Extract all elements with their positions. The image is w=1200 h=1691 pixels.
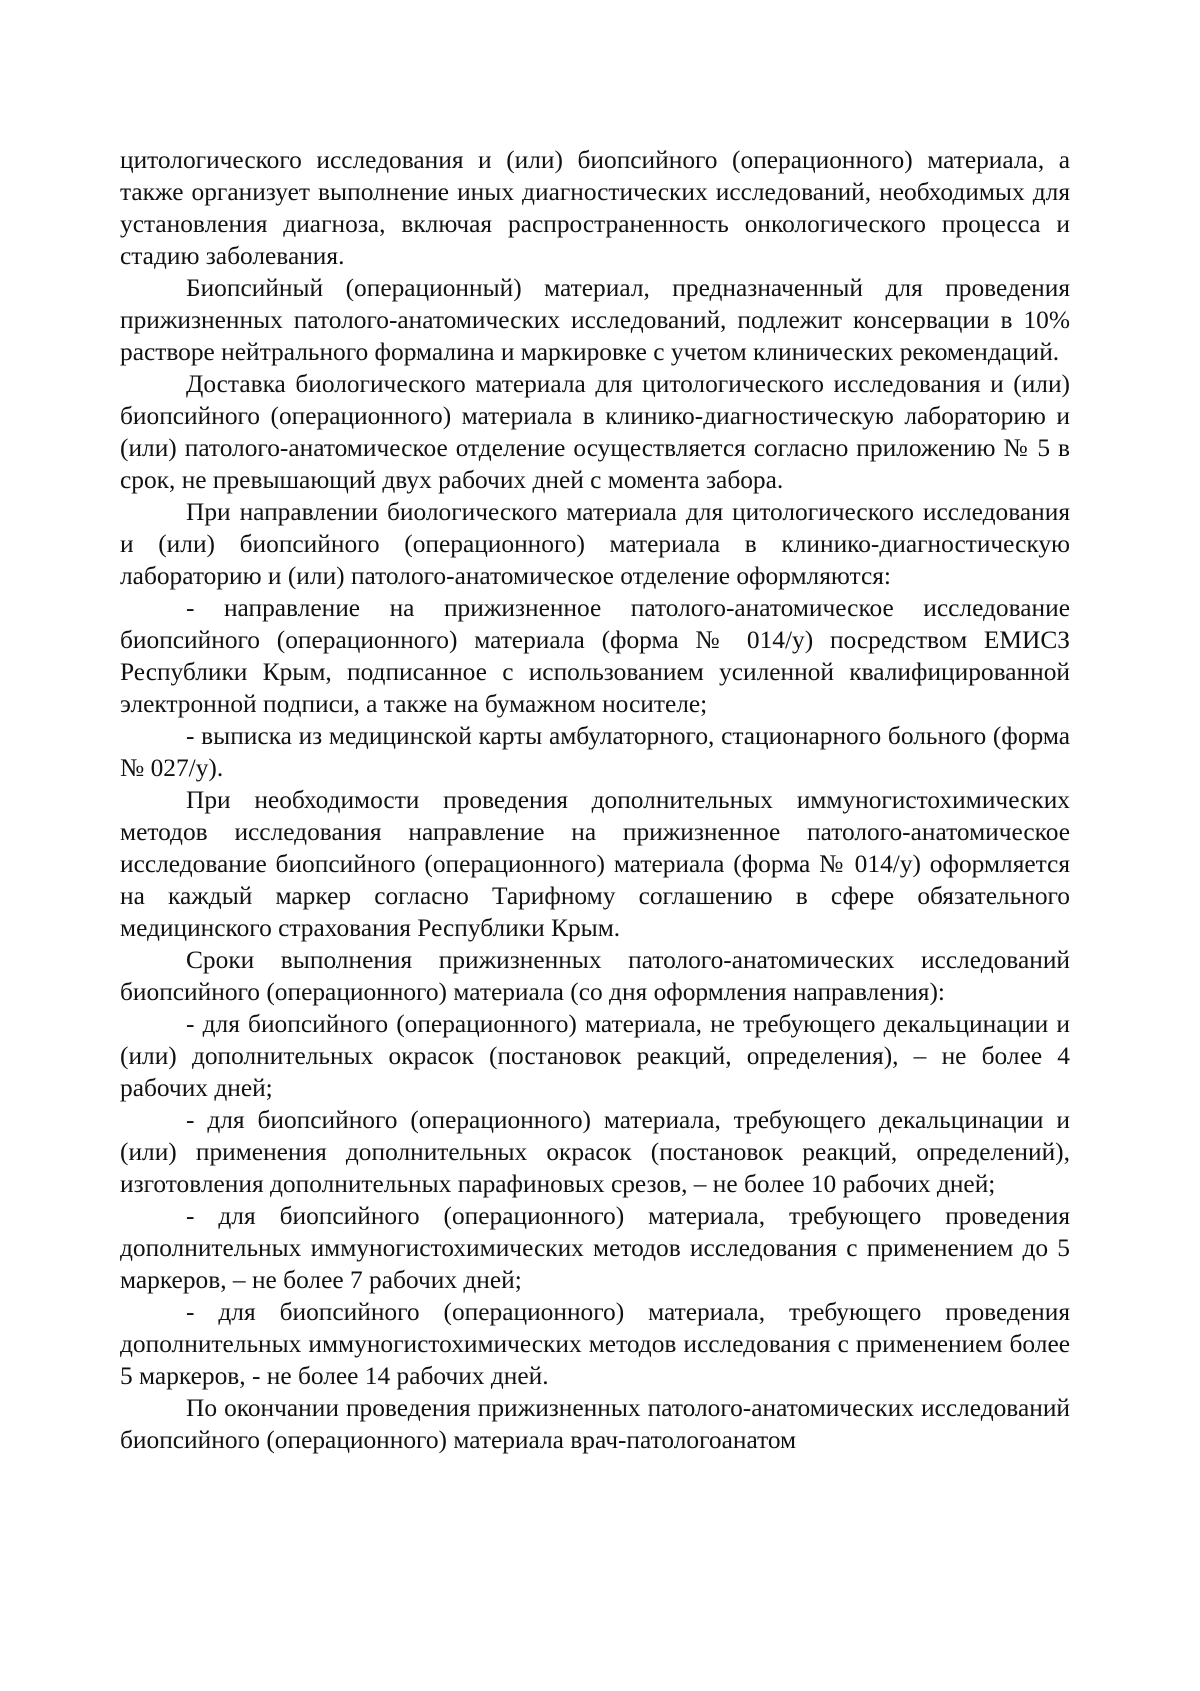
list-item-deadline-7-days: - для биопсийного (операционного) материала, требующего проведения дополнительных иммуногистохимических методов исследования с применением до 5 маркеров, – не более 7 рабочих дней; (120, 1202, 1070, 1294)
list-item-deadline-14-days: - для биопсийного (операционного) материала, требующего проведения дополнительных иммуногистохимических методов исследования с применением более 5 маркеров, - не более 14 рабочих дней. (120, 1298, 1070, 1390)
list-item-referral-form-014: - направление на прижизненное патолого-анатомическое исследование биопсийного (операционного) материала (форма № 014/у) посредством ЕМИСЗ Республики Крым, подписанное с использованием усиленной квалифицированной электронной подписи, а также на бумажном носителе; (120, 594, 1070, 718)
list-item-extract-form-027: - выписка из медицинской карты амбулаторного, стационарного больного (форма № 027/у). (120, 722, 1070, 782)
paragraph-delivery: Доставка биологического материала для цитологического исследования и (или) биопсийного (операционного) материала в клинико-диагностическую лабораторию и (или) патолого-анатомическое отделение осуществляется согласно приложению № 5 в срок, не превышающий двух рабочих дней с момента забора. (120, 370, 1070, 494)
paragraph-deadlines-heading: Сроки выполнения прижизненных патолого-анатомических исследований биопсийного (операционного) материала (со дня оформления направления): (120, 946, 1070, 1006)
paragraph-intro-continuation: цитологического исследования и (или) биопсийного (операционного) материала, а также организует выполнение иных диагностических исследований, необходимых для установления диагноза, включая распространенность онкологического процесса и стадию заболевания. (120, 146, 1070, 270)
paragraph-conclusion-start: По окончании проведения прижизненных патолого-анатомических исследований биопсийного (операционного) материала врач-патологоанатом (120, 1394, 1070, 1454)
paragraph-immunohistochemistry: При необходимости проведения дополнительных иммуногистохимических методов исследования направление на прижизненное патолого-анатомическое исследование биопсийного (операционного) материала (форма № 014/у) оформляется на каждый маркер согласно Тарифному соглашению в сфере обязательного медицинского страхования Республики Крым. (120, 786, 1070, 942)
paragraph-biopsy-material: Биопсийный (операционный) материал, предназначенный для проведения прижизненных патолого-анатомических исследований, подлежит консервации в 10% растворе нейтрального формалина и маркировке с учетом клинических рекомендаций. (120, 274, 1070, 366)
list-item-deadline-10-days: - для биопсийного (операционного) материала, требующего декальцинации и (или) применения дополнительных окрасок (постановок реакций, определений), изготовления дополнительных парафиновых срезов, – не более 10 рабочих дней; (120, 1106, 1070, 1198)
list-item-deadline-4-days: - для биопсийного (операционного) материала, не требующего декальцинации и (или) дополнительных окрасок (постановок реакций, определения), – не более 4 рабочих дней; (120, 1010, 1070, 1102)
document-page (120, 144, 1070, 1456)
paragraph-referral-documents: При направлении биологического материала для цитологического исследования и (или) биопсийного (операционного) материала в клинико-диагностическую лабораторию и (или) патолого-анатомическое отделение оформляются: (120, 498, 1070, 590)
